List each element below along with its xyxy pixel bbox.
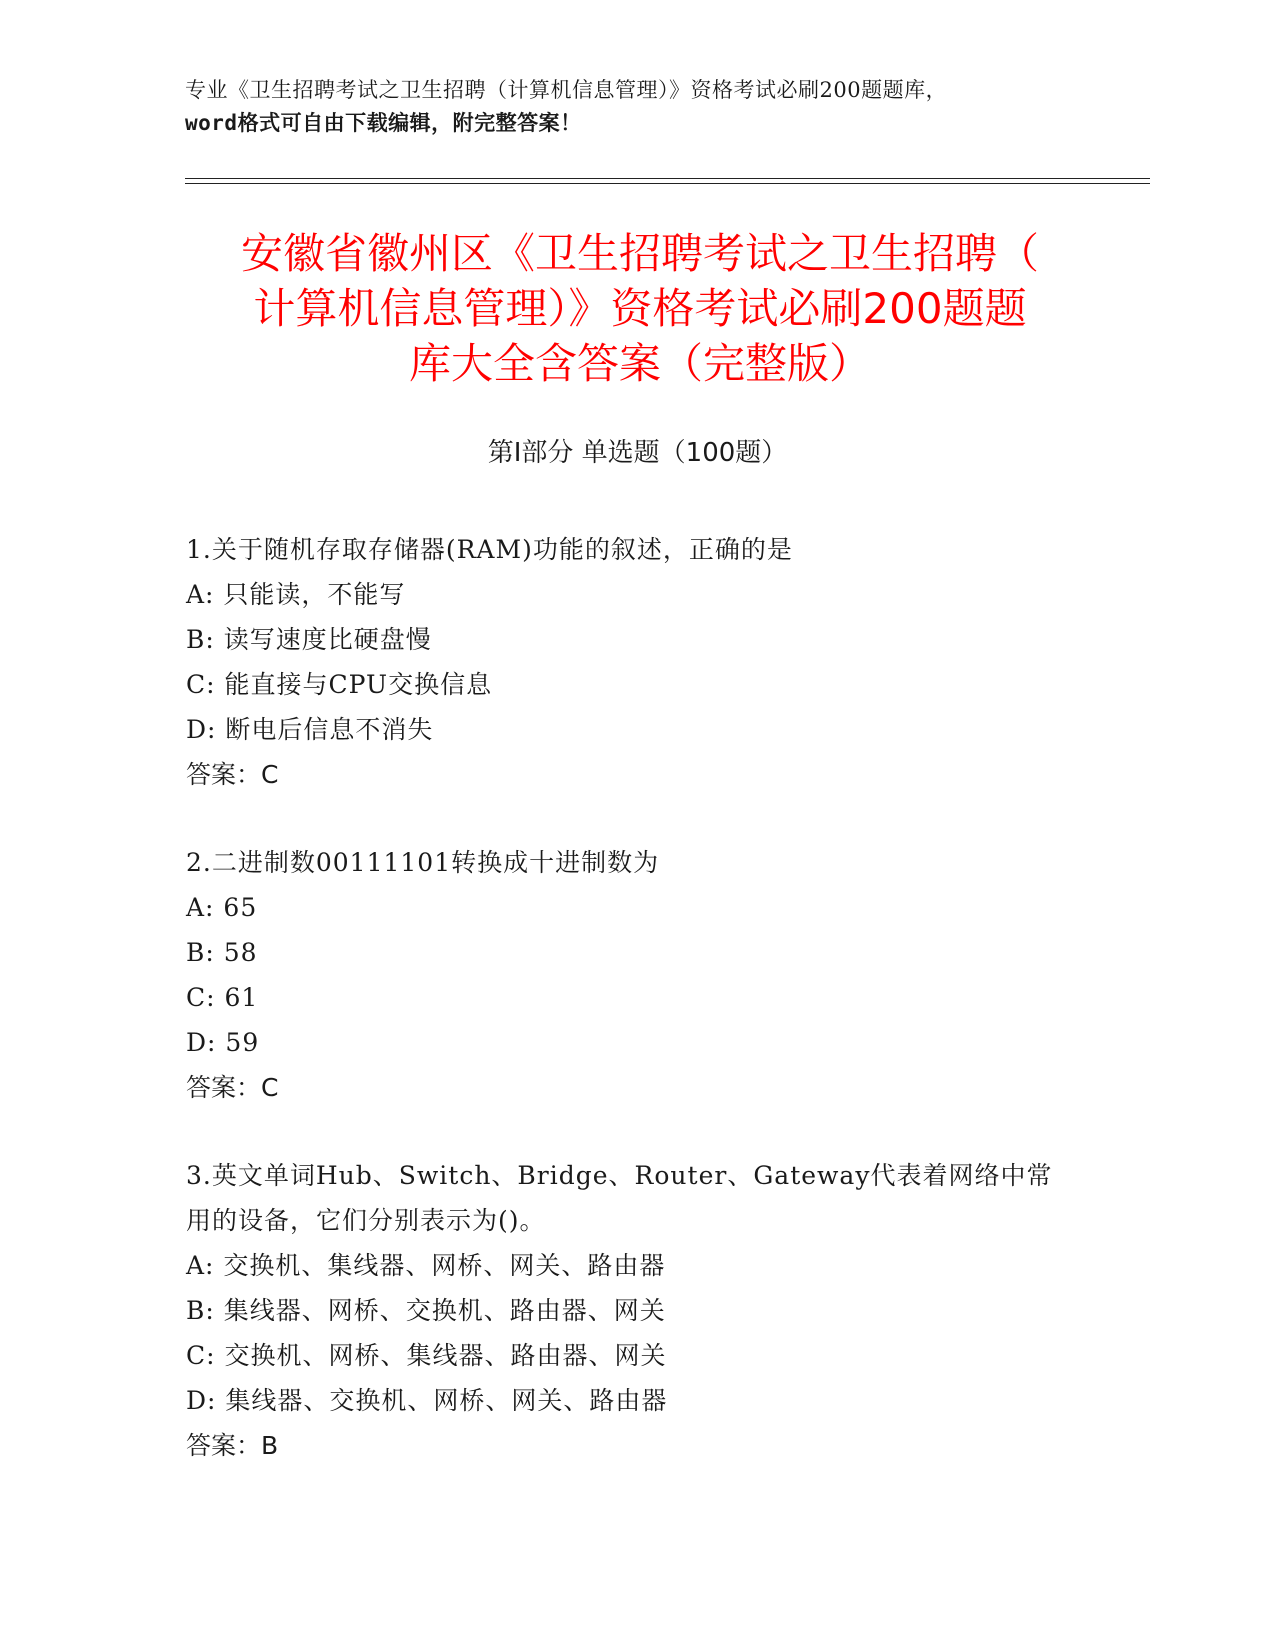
option-b: B: 集线器、网桥、交换机、路由器、网关 [186, 1296, 666, 1325]
document-title-line-3: 库大全含答案（完整版） [408, 339, 871, 388]
document-title-line-1: 安徽省徽州区《卫生招聘考试之卫生招聘（ [240, 229, 1039, 278]
answer: 答案：C [186, 760, 279, 789]
option-a: A: 交换机、集线器、网桥、网关、路由器 [186, 1251, 666, 1280]
document-title-line-2: 计算机信息管理）》资格考试必刷200题题 [253, 284, 1027, 333]
section-heading: 第Ⅰ部分 单选题（100题） [487, 438, 788, 468]
document-title [190, 226, 1090, 391]
question-list [186, 527, 1086, 1468]
header-rule-top [185, 178, 1150, 179]
option-d: D: 59 [186, 1028, 260, 1057]
question-stem-line-2: 用的设备，它们分别表示为()。 [186, 1206, 546, 1235]
option-a: A: 只能读，不能写 [186, 580, 406, 609]
question-2 [186, 840, 1086, 1110]
header-note-line-2: word格式可自由下载编辑，附完整答案！ [185, 111, 582, 135]
option-b: B: 读写速度比硬盘慢 [186, 625, 432, 654]
option-c: C: 能直接与CPU交换信息 [186, 670, 493, 699]
answer: 答案：C [186, 1073, 279, 1102]
question-stem: 2.二进制数00111101转换成十进制数为 [186, 848, 660, 877]
header-note [185, 74, 1085, 140]
header-rule-bottom [185, 183, 1150, 184]
question-stem-line-1: 3.英文单词Hub、Switch、Bridge、Router、Gateway代表着网络中常 [186, 1161, 1053, 1190]
answer: 答案：B [186, 1431, 279, 1460]
option-c: C: 交换机、网桥、集线器、路由器、网关 [186, 1341, 667, 1370]
question-1 [186, 527, 1086, 797]
question-3 [186, 1153, 1086, 1468]
option-d: D: 断电后信息不消失 [186, 715, 434, 744]
option-c: C: 61 [186, 983, 259, 1012]
option-d: D: 集线器、交换机、网桥、网关、路由器 [186, 1386, 668, 1415]
option-a: A: 65 [186, 893, 258, 922]
option-b: B: 58 [186, 938, 258, 967]
question-stem: 1.关于随机存取存储器(RAM)功能的叙述，正确的是 [186, 535, 793, 564]
header-note-line-1: 专业《卫生招聘考试之卫生招聘（计算机信息管理）》资格考试必刷200题题库， [185, 78, 948, 102]
